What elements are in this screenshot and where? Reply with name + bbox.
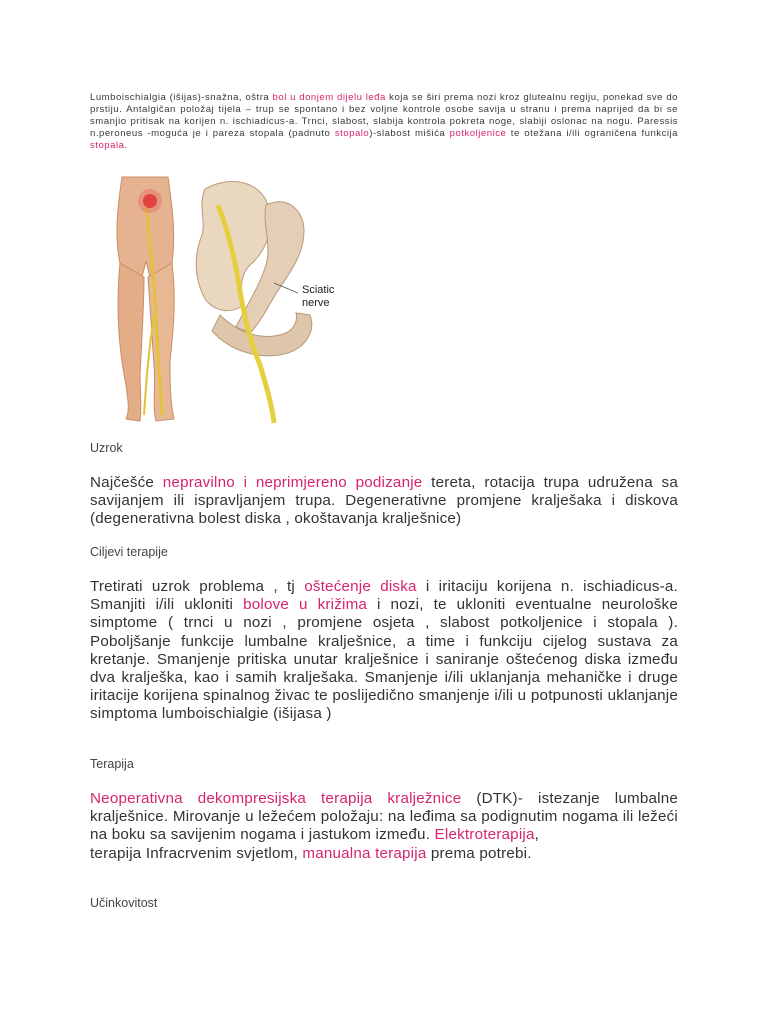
paragraph-text: Tretirati uzrok problema , tj bbox=[90, 578, 305, 595]
paragraph-text: tereta, rotacija trupa udružena sa savijanjem ili ispravljanjem trupa. Degenerativne promjene kralješaka i diskova (degenerativna bolest diska , okoštavanja kralješnice) bbox=[90, 474, 678, 528]
figure-label-line2: nerve bbox=[302, 297, 330, 309]
heading-ucinkovitost: Učinkovitost bbox=[90, 896, 158, 910]
link-bol-u-donjem-dijelu-leda[interactable]: bol u donjem dijelu leđa bbox=[272, 92, 386, 103]
link-elektroterapija[interactable]: Elektroterapija bbox=[434, 826, 535, 844]
paragraph-terapija bbox=[90, 790, 678, 863]
figure-label-line1: Sciatic bbox=[302, 284, 335, 296]
link-neoperativna-dekompresijska-terapija[interactable]: Neoperativna dekompresijska terapija kralježnice bbox=[90, 790, 462, 807]
heading-uzrok: Uzrok bbox=[90, 441, 123, 455]
link-stopala[interactable]: stopala bbox=[90, 140, 125, 151]
intro-text: . bbox=[124, 140, 128, 151]
heading-terapija: Terapija bbox=[90, 757, 134, 771]
intro-paragraph bbox=[90, 92, 678, 152]
link-stopalo[interactable]: stopalo bbox=[334, 128, 370, 139]
intro-text: koja se širi prema nozi kroz glutealnu regiju, ponekad sve do prstiju. Antalgičan položaj tijela – trup se spontano i bez voljne kontrole osobe savija u stranu i prema naprijed da bi se smanjio pritisak na korijen n. ischiadicus-a. Trnci, slabost, slabija kontrola pokreta noge, slabiji oslonac na nogu. Paressis n.peroneus -moguća je i pareza stopala (padnuto bbox=[90, 92, 678, 139]
paragraph-text: i nozi, te ukloniti eventualne neurološke simptome ( trnci u nozi , promjene osjeta , slabost potkoljenice i stopala ). Poboljšanje funkcije lumbalne kralješnice, a time i funkciju cijelog sustava za kretanje. Smanjenje pritiska unutar kralješnice i saniranje oštećenog diska između dva kralješka, kao i samih kralješaka. Smanjenje i/ili uklanjanja mehaničke i druge iritacije korijena spinalnog živac te poslijedično smanjenje i/ili u potpunosti uklanjanje simptoma lumboischialgie (išijasa ) bbox=[90, 596, 678, 723]
paragraph-ciljevi bbox=[90, 578, 678, 724]
heading-ciljevi-terapije: Ciljevi terapije bbox=[90, 545, 168, 559]
paragraph-text: i iritaciju korijena n. ischiadicus-a. Smanjiti i/ili ukloniti bbox=[90, 578, 678, 614]
intro-text: te otežana i/ili ograničena funkcija bbox=[506, 128, 678, 139]
paragraph-text: (DTK)- istezanje lumbalne kralješnice. Mirovanje u ležećem položaju: na leđima sa podignutim nogama ili ležeći na boku sa savijenim nogama i jastukom između. bbox=[90, 790, 678, 844]
paragraph-uzrok bbox=[90, 474, 678, 529]
paragraph-text: , bbox=[534, 826, 540, 844]
pelvis-view bbox=[196, 182, 335, 423]
intro-text: Lumboischialgia (išijas)-snažna, oštra bbox=[90, 92, 273, 103]
link-manualna-terapija[interactable]: manualna terapija bbox=[302, 844, 427, 862]
paragraph-text: terapija Infracrvenim svjetlom, bbox=[90, 844, 303, 862]
intro-text: )-slabost mišića bbox=[369, 128, 450, 139]
paragraph-text: prema potrebi. bbox=[426, 844, 532, 862]
link-ostecenje-diska[interactable]: oštećenje diska bbox=[304, 578, 417, 595]
anatomy-image bbox=[90, 165, 375, 427]
leg-back-view bbox=[117, 177, 174, 421]
link-bolove-u-krizima[interactable]: bolove u križima bbox=[243, 596, 368, 614]
link-potkoljenice[interactable]: potkoljenice bbox=[449, 128, 507, 139]
sciatic-nerve-illustration bbox=[90, 165, 375, 427]
paragraph-text: Najčešće bbox=[90, 474, 163, 491]
link-nepravilno-podizanje[interactable]: nepravilno i neprimjereno podizanje bbox=[162, 474, 423, 491]
